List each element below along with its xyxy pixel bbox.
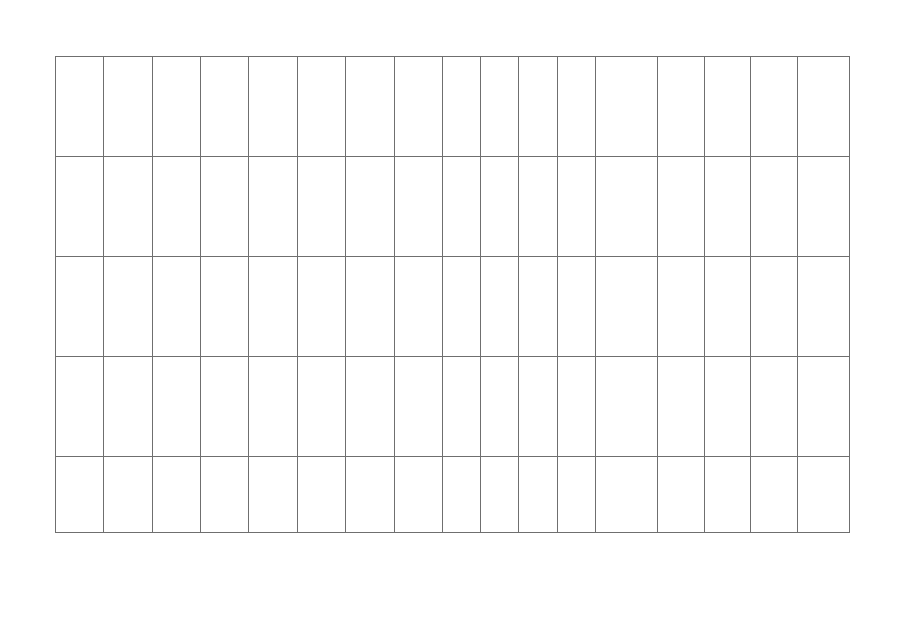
table-cell <box>152 157 200 257</box>
table-cell <box>557 357 595 457</box>
table-cell <box>797 357 850 457</box>
table-cell <box>56 457 104 533</box>
table-cell <box>481 457 519 533</box>
table-cell <box>797 457 850 533</box>
table-cell <box>442 157 480 257</box>
table-cell <box>519 157 557 257</box>
table-cell <box>797 257 850 357</box>
table-cell <box>596 357 658 457</box>
table-cell <box>56 157 104 257</box>
table-cell <box>297 357 345 457</box>
table-cell <box>557 157 595 257</box>
table-cell <box>797 57 850 157</box>
table-cell <box>394 257 442 357</box>
table-cell <box>394 57 442 157</box>
table-cell <box>249 157 297 257</box>
table-cell <box>557 457 595 533</box>
table-cell <box>797 157 850 257</box>
table-cell <box>481 257 519 357</box>
table-cell <box>104 457 152 533</box>
table-cell <box>442 57 480 157</box>
table-cell <box>519 257 557 357</box>
table-cell <box>152 257 200 357</box>
table-cell <box>394 157 442 257</box>
table-cell <box>297 157 345 257</box>
table-cell <box>297 457 345 533</box>
table-cell <box>751 357 797 457</box>
table-cell <box>658 57 704 157</box>
table-cell <box>201 157 249 257</box>
table-cell <box>249 457 297 533</box>
table-cell <box>442 257 480 357</box>
table-cell <box>346 457 394 533</box>
table-row <box>56 357 850 457</box>
table-cell <box>104 57 152 157</box>
table-cell <box>557 257 595 357</box>
table-row <box>56 157 850 257</box>
table-cell <box>596 157 658 257</box>
table-cell <box>596 457 658 533</box>
table-cell <box>658 257 704 357</box>
table-cell <box>481 157 519 257</box>
table-cell <box>751 457 797 533</box>
table-cell <box>751 157 797 257</box>
table-cell <box>658 357 704 457</box>
table-cell <box>249 57 297 157</box>
table-cell <box>152 357 200 457</box>
table-cell <box>249 357 297 457</box>
table-cell <box>658 157 704 257</box>
table-cell <box>201 57 249 157</box>
table-cell <box>249 257 297 357</box>
table-cell <box>394 457 442 533</box>
table-cell <box>394 357 442 457</box>
table-cell <box>704 357 750 457</box>
table-cell <box>519 357 557 457</box>
register-table <box>55 56 850 533</box>
table-cell <box>346 257 394 357</box>
table-cell <box>152 57 200 157</box>
table-cell <box>704 257 750 357</box>
table-row <box>56 57 850 157</box>
table-cell <box>658 457 704 533</box>
table-cell <box>519 57 557 157</box>
table-cell <box>596 57 658 157</box>
table-cell <box>152 457 200 533</box>
table-cell <box>104 357 152 457</box>
table-cell <box>56 257 104 357</box>
table-cell <box>442 357 480 457</box>
table-cell <box>751 57 797 157</box>
table-cell <box>201 357 249 457</box>
table-cell <box>442 457 480 533</box>
table-cell <box>704 57 750 157</box>
table-body <box>56 57 850 533</box>
table-row <box>56 457 850 533</box>
table-cell <box>346 157 394 257</box>
table-row <box>56 257 850 357</box>
table-cell <box>104 257 152 357</box>
table-cell <box>704 457 750 533</box>
table-cell <box>56 57 104 157</box>
table-cell <box>201 257 249 357</box>
table-cell <box>346 57 394 157</box>
table-cell <box>56 357 104 457</box>
table-cell <box>297 57 345 157</box>
table-cell <box>519 457 557 533</box>
table-cell <box>201 457 249 533</box>
table-cell <box>104 157 152 257</box>
table-cell <box>596 257 658 357</box>
table-cell <box>704 157 750 257</box>
table-cell <box>346 357 394 457</box>
table-cell <box>751 257 797 357</box>
table-cell <box>557 57 595 157</box>
table-cell <box>481 57 519 157</box>
table-cell <box>297 257 345 357</box>
table-cell <box>481 357 519 457</box>
